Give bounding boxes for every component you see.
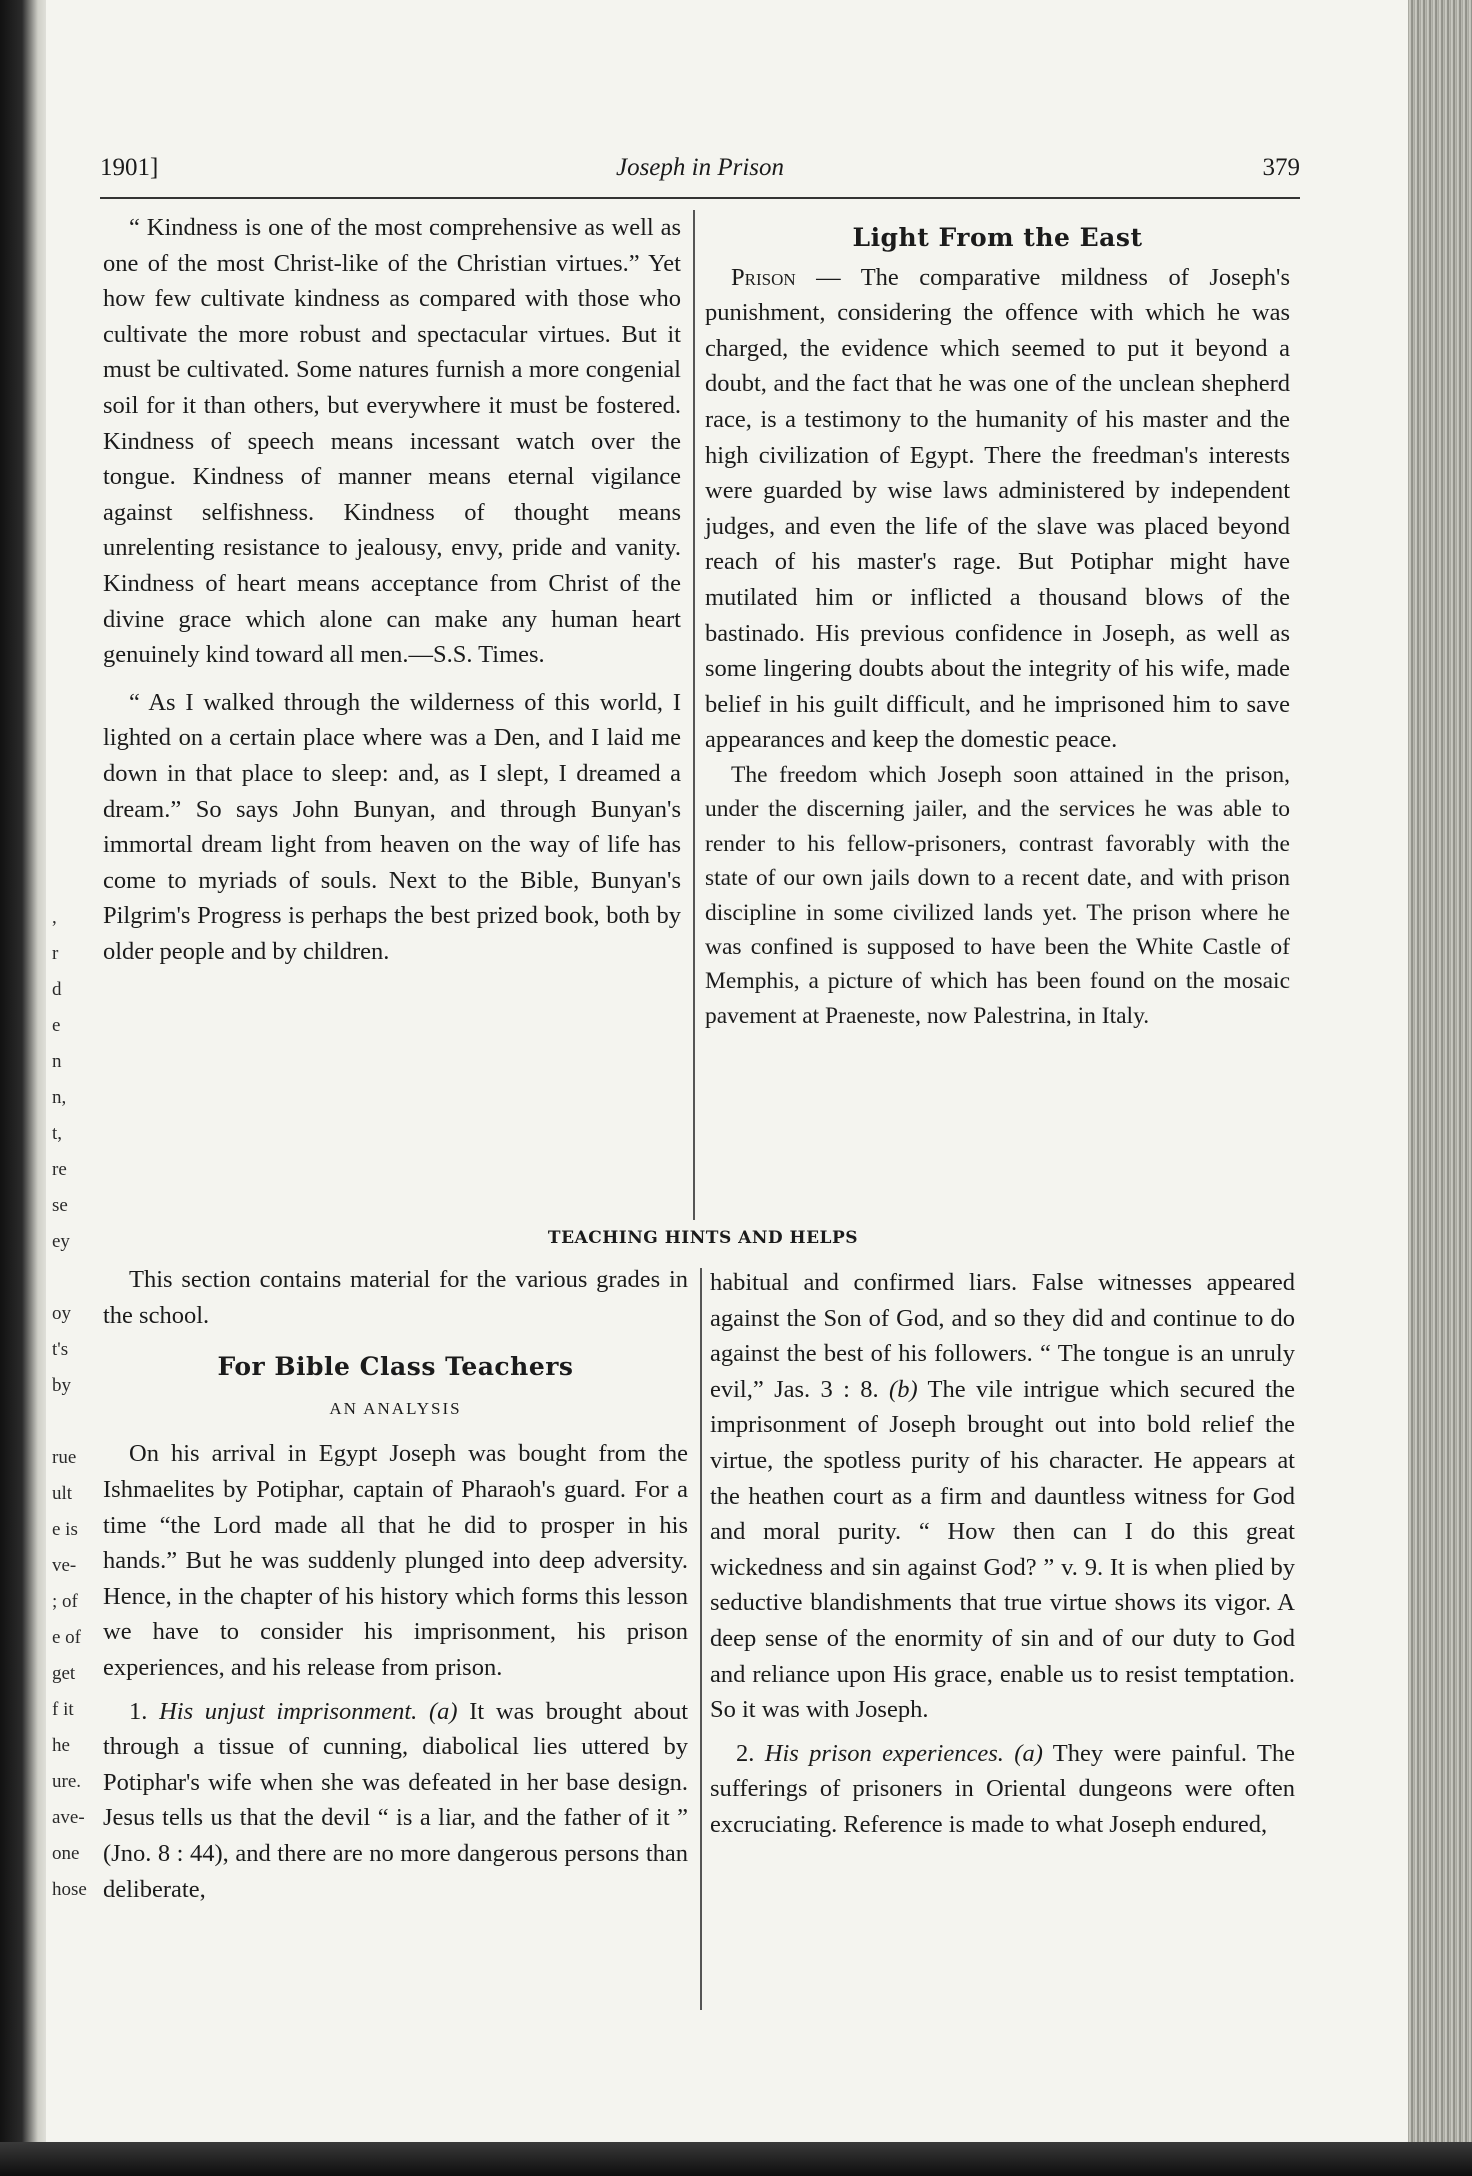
light-from-east-column <box>705 220 1290 1033</box>
adjacent-fragment: , <box>52 907 57 928</box>
adjacent-fragment: e of <box>52 1627 82 1648</box>
adjacent-fragment: one <box>52 1843 80 1864</box>
light-body-2: The freedom which Joseph soon attained in the prison, under the discerning jailer, and the services he was able to render to his fellow-prisoners, contrast favorably with the state of our own jails down to a recent date, and with prison discipline in some civilized lands yet. The prison where he was confined is supposed to have been the White Castle of Memphis, a picture of which has been found on the mosaic pavement at Praeneste, now Palestrina, in Italy. <box>705 761 1290 1029</box>
adjacent-fragment: r <box>52 943 59 964</box>
point-1-heading: His unjust imprisonment. <box>159 1697 418 1725</box>
adjacent-fragment: d <box>52 979 62 1000</box>
column-divider <box>693 210 695 1220</box>
light-body-1 <box>705 260 1290 758</box>
adjacent-fragment: hose <box>52 1879 87 1900</box>
kindness-paragraph: “ Kindness is one of the most comprehensive as well as one of the most Christ-like of the Christian virtues.” Yet how few cultivate kindness as compared with those who cultivate the more robust and spectacular virtues. But it must be cultivated. Some natures furnish a more congenial soil for it than others, but everywhere it must be fostered. Kindness of speech means incessant watch over the tongue. Kindness of manner means eternal vigilance against selfishness. Kindness of thought means unrelenting resistance to jealousy, envy, pride and vanity. Kindness of heart means acceptance from Christ of the divine grace which alone can make any human heart genuinely kind toward all men.—S.S. Times. <box>103 214 681 669</box>
running-header <box>100 150 1300 190</box>
adjacent-fragment: get <box>52 1663 76 1684</box>
adjacent-fragment: se <box>52 1195 68 1216</box>
adjacent-fragment: t, <box>52 1123 63 1144</box>
point-1 <box>103 1694 688 1908</box>
continuation-1 <box>710 1265 1295 1728</box>
prison-lead: Prison <box>731 263 796 291</box>
page-number: 379 <box>1262 154 1300 181</box>
adjacent-page-fragments <box>52 900 87 1908</box>
point-1-marker: (a) <box>428 1697 458 1725</box>
left-column-top <box>103 210 681 969</box>
adjacent-fragment <box>52 1404 80 1440</box>
adjacent-fragment: n <box>52 1051 62 1072</box>
header-rule <box>100 197 1300 199</box>
point-2-number: 2. <box>736 1739 755 1767</box>
adjacent-fragment: rue <box>52 1447 77 1468</box>
adjacent-fragment: by <box>52 1375 71 1396</box>
lead-dash: — <box>795 263 861 291</box>
teaching-right-column <box>710 1265 1295 1843</box>
teaching-left-column <box>103 1262 688 1907</box>
adjacent-fragment: ; of <box>52 1591 78 1612</box>
point-2-marker: (a) <box>1014 1739 1043 1767</box>
continuation-1-text: habitual and confirmed liars. False witnesses appeared against the Son of God, and so they did and continue to do against the best of his followers. “ The tongue is an unruly evil,” Jas. 3 : 8. <box>710 1269 1295 1403</box>
point-1-text: It was brought about through a tissue of cunning, diabolical lies uttered by Potiphar's wife when she was defeated in her base design. Jesus tells us that the devil “ is a liar, and the father of it ” (Jno. 8 : 44), and there are no more dangerous persons than deliberate, <box>103 1697 689 1903</box>
point-2 <box>710 1736 1295 1843</box>
point-1-number: 1. <box>129 1697 148 1725</box>
teaching-para-1: On his arrival in Egypt Joseph was bought from the Ishmaelites by Potiphar, captain of Pharaoh's guard. For a time “the Lord made all that he did to prosper in his hands.” But he was suddenly plunged into deep adversity. Hence, in the chapter of his history which forms this lesson we have to consider his imprisonment, his prison experiences, and his release from prison. <box>103 1440 688 1681</box>
adjacent-fragment: ey <box>52 1231 70 1252</box>
adjacent-fragment: ult <box>52 1483 73 1504</box>
continuation-2-text: The vile intrigue which secured the imprisonment of Joseph brought out into bold relief the virtue, the spotless purity of his character. He appears at the heathen court as a firm and dauntless witness for God and moral purity. “ How then can I do this great wickedness and sin against God? ” v. 9. It is when plied by seductive blandishments that true virtue shows its vigor. A deep sense of the enormity of sin and of our duty to God and reliance upon His grace, enable us to resist temptation. So it was with Joseph. <box>710 1375 1295 1724</box>
adjacent-fragment <box>52 1260 80 1296</box>
adjacent-fragment: ave- <box>52 1807 85 1828</box>
bible-class-subtitle: For Bible Class Teachers <box>217 1352 574 1382</box>
adjacent-fragment: ve- <box>52 1555 77 1576</box>
adjacent-fragment: t's <box>52 1339 69 1360</box>
adjacent-fragment: e is <box>52 1519 78 1540</box>
teaching-intro: This section contains material for the various grades in the school. <box>103 1266 688 1329</box>
adjacent-fragment: oy <box>52 1303 71 1324</box>
page-stack-edge <box>1408 0 1472 2176</box>
adjacent-fragment: f it <box>52 1699 74 1720</box>
adjacent-fragment: re <box>52 1159 67 1180</box>
header-title: Joseph in Prison <box>615 154 785 181</box>
light-from-east-title: Light From the East <box>852 223 1143 252</box>
adjacent-fragment: e <box>52 1015 61 1036</box>
bunyan-paragraph: “ As I walked through the wilderness of this world, I lighted on a certain place where was a Den, and I laid me down in that place to sleep: and, as I slept, I dreamed a dream.” So says John Bunyan, and through Bunyan's immortal dream light from heaven on the way of life has come to myriads of souls. Next to the Bible, Bunyan's Pilgrim's Progress is perhaps the best prized book, both by older people and by children. <box>103 688 681 965</box>
book-gutter <box>0 0 52 2176</box>
point-b-marker: (b) <box>889 1375 918 1403</box>
adjacent-fragment: n, <box>52 1087 67 1108</box>
teaching-section-title: TEACHING HINTS AND HELPS <box>547 1228 859 1248</box>
adjacent-fragment: ure. <box>52 1771 82 1792</box>
analysis-label: AN ANALYSIS <box>329 1398 462 1418</box>
column-divider <box>700 1268 702 2010</box>
light-body-1-text: The comparative mildness of Joseph's punishment, considering the offence with which he was charged, the evidence which seemed to put it beyond a doubt, and the fact that he was one of the unclean shepherd race, is a testimony to the humanity of his master and the high civilization of Egypt. There the freedman's interests were guarded by wise laws administered by independent judges, and even the life of the slave was placed beyond reach of his master's rage. But Potiphar might have mutilated him or inflicted a thousand blows of the bastinado. His previous confidence in Joseph, as well as some lingering doubts about the integrity of his wife, made belief in his guilt difficult, and he imprisoned him to save appearances and keep the domestic peace. <box>705 263 1290 754</box>
point-2-heading: His prison experiences. <box>764 1739 1004 1767</box>
header-year: 1901] <box>100 154 159 181</box>
adjacent-fragment: he <box>52 1735 70 1756</box>
point-2-text: They were painful. The sufferings of prisoners in Oriental dungeons were often excruciating. Reference is made to what Joseph endured, <box>710 1739 1296 1838</box>
bottom-shadow <box>0 2142 1472 2176</box>
